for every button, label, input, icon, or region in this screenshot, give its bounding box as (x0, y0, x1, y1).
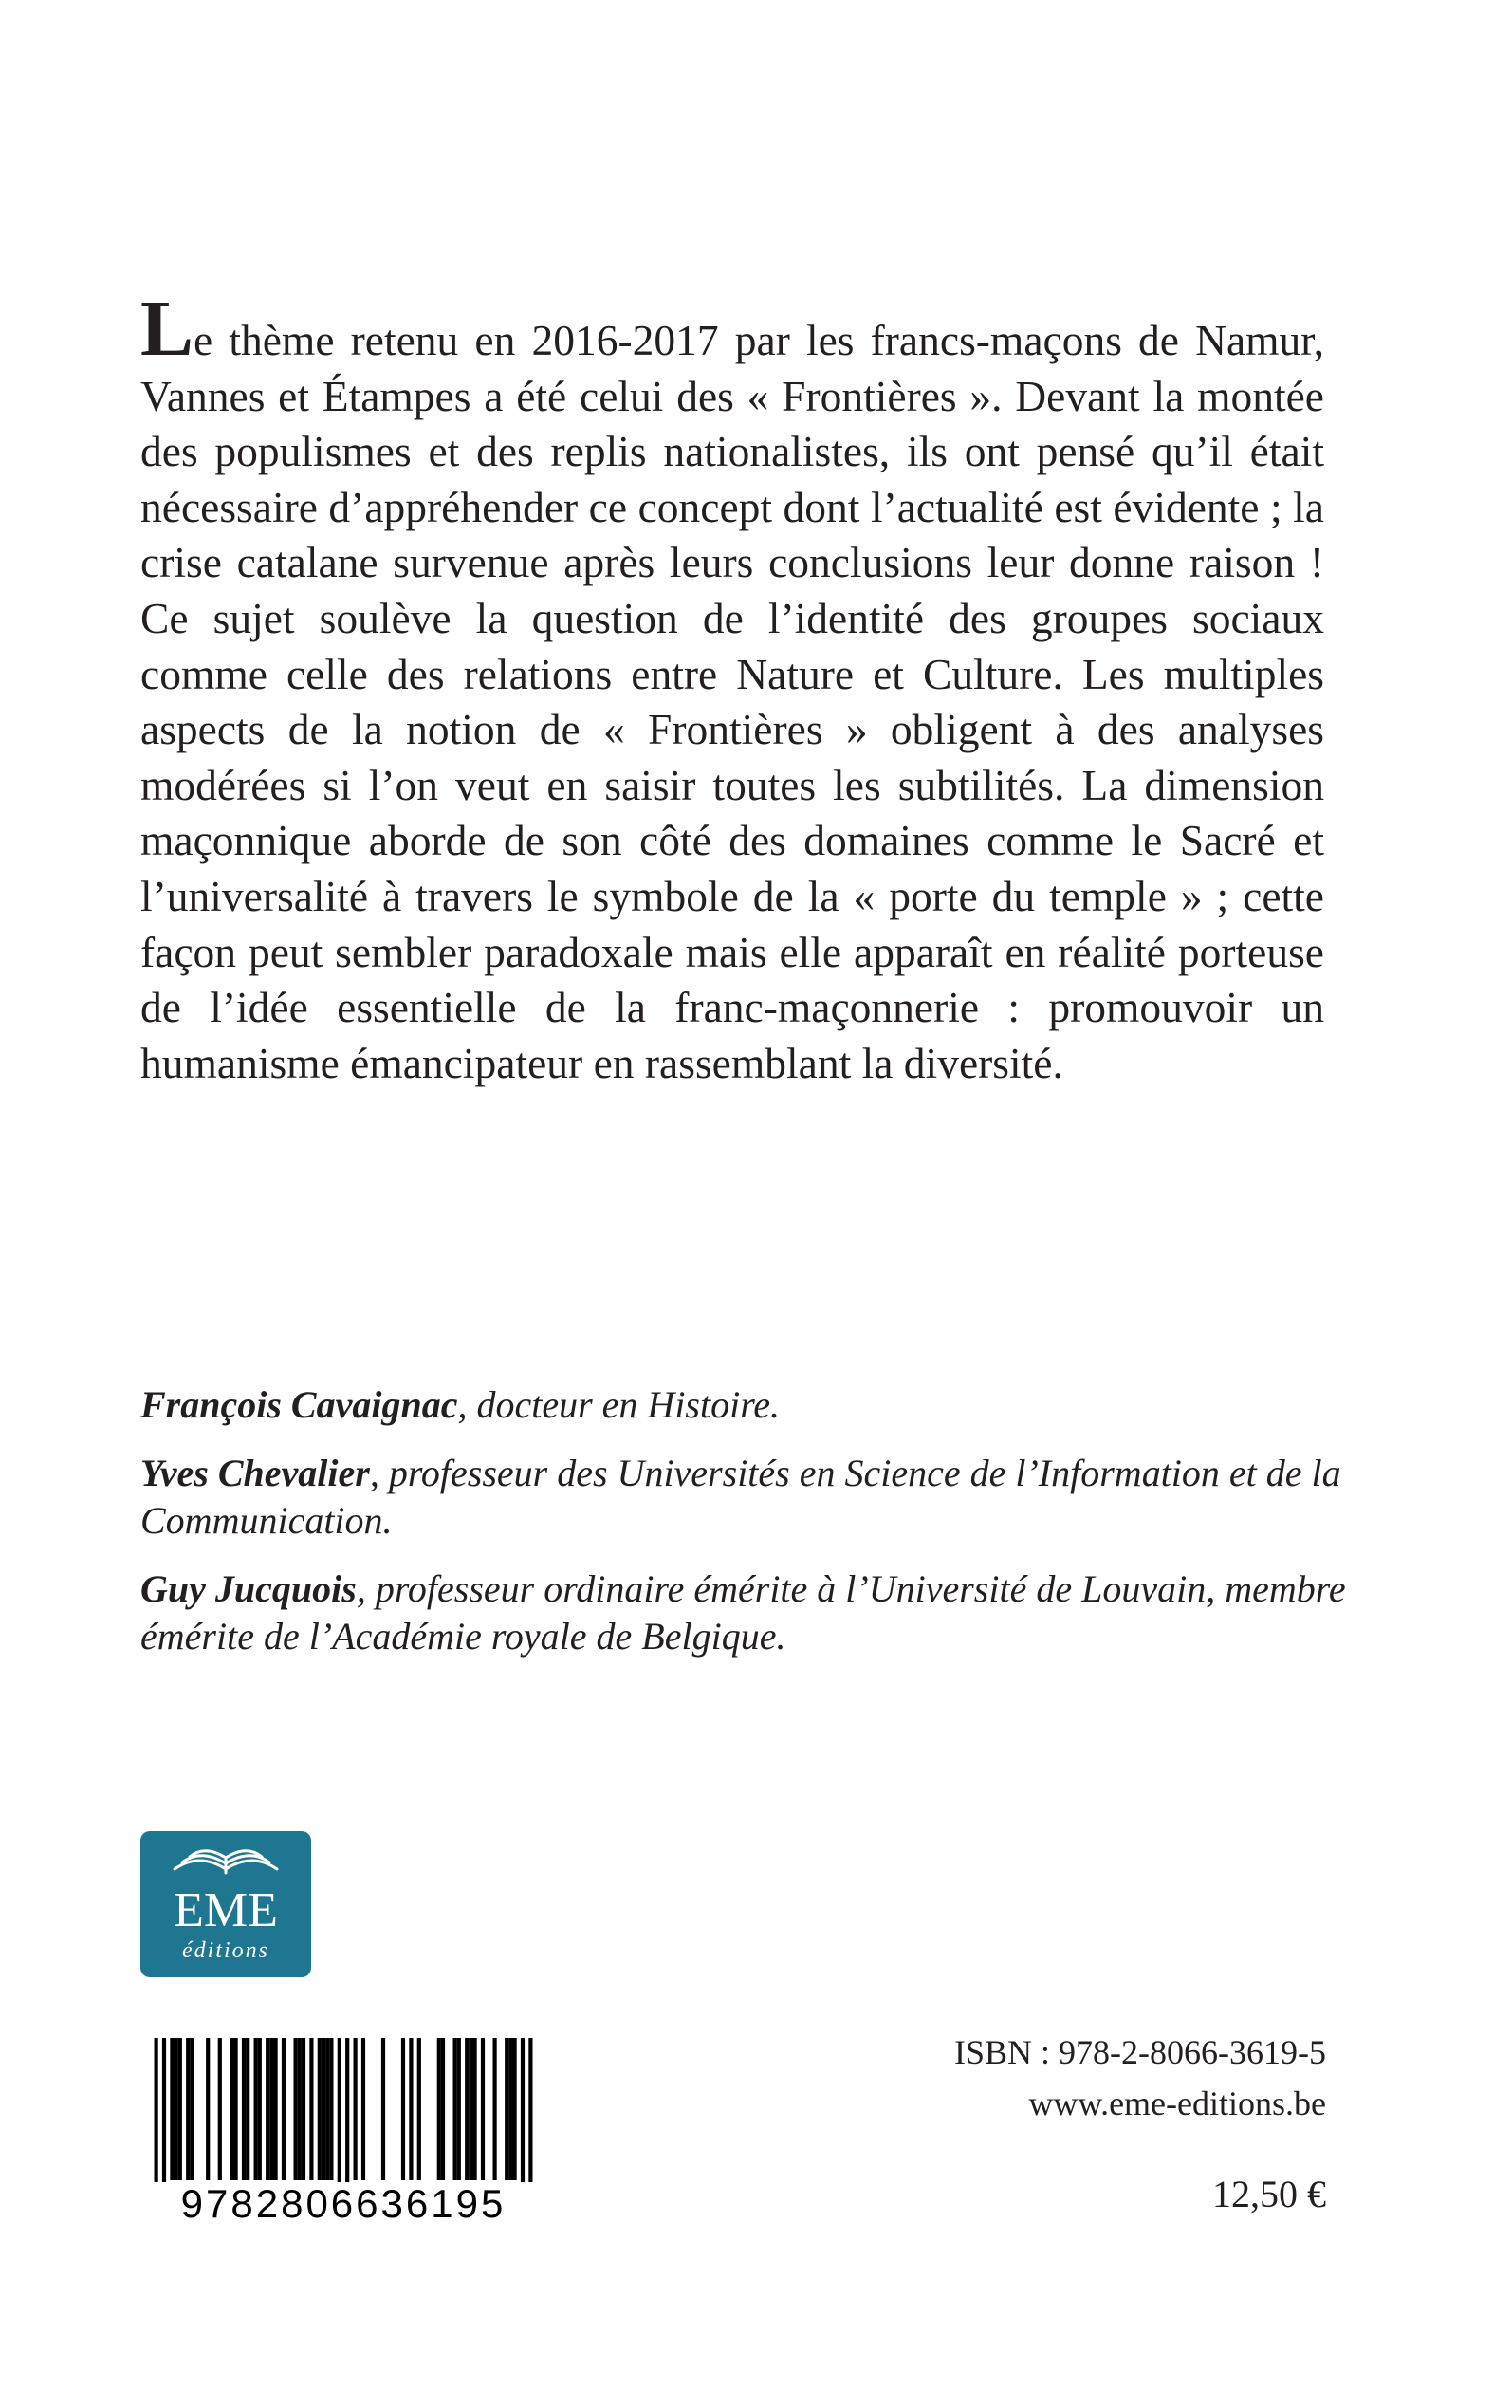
back-cover-blurb (140, 285, 1324, 1091)
barcode-bar (178, 2038, 182, 2180)
barcode-bar (206, 2038, 210, 2180)
barcode-bar (493, 2038, 497, 2180)
author-list (140, 1381, 1364, 1681)
barcode-bar (361, 2038, 365, 2180)
barcode-bar (381, 2038, 385, 2180)
barcode-bar (325, 2038, 329, 2180)
drop-cap: L (140, 285, 194, 373)
barcode-bar (465, 2038, 469, 2180)
author-entry (140, 1565, 1364, 1660)
publisher-website: www.eme-editions.be (1028, 2084, 1326, 2122)
barcode-bar (469, 2038, 472, 2180)
barcode-bar (417, 2038, 421, 2180)
publisher-logo (140, 1831, 311, 1977)
barcode-bar (242, 2038, 246, 2180)
price-label: 12,50 € (1212, 2173, 1326, 2215)
barcode-bar (437, 2038, 441, 2180)
author-entry (140, 1450, 1364, 1545)
barcode-bar (481, 2038, 485, 2180)
barcode-bar (234, 2038, 238, 2180)
barcode-bar (258, 2038, 262, 2180)
barcode-bar (354, 2038, 358, 2180)
barcode-bar (230, 2038, 233, 2180)
barcode-bar (473, 2038, 477, 2180)
author-name: Yves Chevalier (140, 1452, 370, 1494)
barcode-bar (266, 2038, 269, 2180)
author-name: François Cavaignac (140, 1383, 458, 1426)
barcode-bar (254, 2038, 258, 2180)
isbn-label: ISBN : 978-2-8066-3619-5 (954, 2033, 1326, 2071)
barcode-bar (318, 2038, 322, 2180)
barcode-bar (298, 2038, 302, 2180)
barcode-bar (294, 2038, 298, 2180)
barcode-bar (441, 2038, 445, 2180)
barcode-bar (302, 2038, 305, 2180)
barcode-bar (409, 2038, 413, 2180)
barcode-bar (186, 2038, 190, 2180)
author-name: Guy Jucquois (140, 1567, 357, 1610)
logo-wordmark: EME (174, 1883, 278, 1937)
barcode-bar (457, 2038, 461, 2180)
barcode-bar (329, 2038, 333, 2180)
author-description: , professeur ordinaire émérite à l’Université de Louvain, membre émérite de l’Académie royale de Belgique. (140, 1567, 1346, 1658)
book-meta (954, 2030, 1326, 2216)
barcode-bar (274, 2038, 278, 2180)
barcode-bar (508, 2038, 512, 2180)
barcode-bar (513, 2038, 517, 2180)
barcode-digits: 9782806636195 (140, 2182, 546, 2226)
logo-subtitle: éditions (182, 1938, 269, 1963)
barcode-bar (269, 2038, 273, 2180)
author-entry (140, 1381, 1364, 1429)
blurb-text: e thème retenu en 2016-2017 par les francs-maçons de Namur, Vannes et Étampes a été celui des « Frontières ». Devant la montée des populismes et des replis nationalistes, ils ont pensé qu’il était nécessaire d’appréhender ce concept dont l’actualité est évidente ; la crise catalane survenue après leurs conclusions leur donne raison ! Ce sujet soulève la question de l’identité des groupes sociaux comme celle des relations entre Nature et Culture. Les multiples aspects de la notion de « Frontières » obligent à des analyses modérées si l’on veut en saisir toutes les subtilités. La dimension maçonnique aborde de son côté des domaines comme le Sacré et l’universalité à travers le symbole de la « porte du temple » ; cette façon peut sembler paradoxale mais elle apparaît en réalité porteuse de l’idée essentielle de la franc-maçonnerie : promouvoir un humanisme émancipateur en rassemblant la diversité. (140, 316, 1324, 1087)
barcode-bar (401, 2038, 405, 2180)
barcode-bar (218, 2038, 222, 2180)
barcode-bar (190, 2038, 194, 2180)
barcode-bar (246, 2038, 249, 2180)
barcode-bar (282, 2038, 286, 2180)
author-description: , professeur des Universités en Science de l’Information et de la Communication. (140, 1452, 1341, 1542)
barcode-bar (505, 2038, 508, 2180)
barcode-bar (322, 2038, 325, 2180)
barcode-bar (175, 2038, 178, 2180)
barcode-bar (309, 2038, 313, 2180)
barcode-bar (453, 2038, 457, 2180)
author-description: , docteur en Histoire. (457, 1383, 781, 1426)
barcode-bar (170, 2038, 174, 2180)
